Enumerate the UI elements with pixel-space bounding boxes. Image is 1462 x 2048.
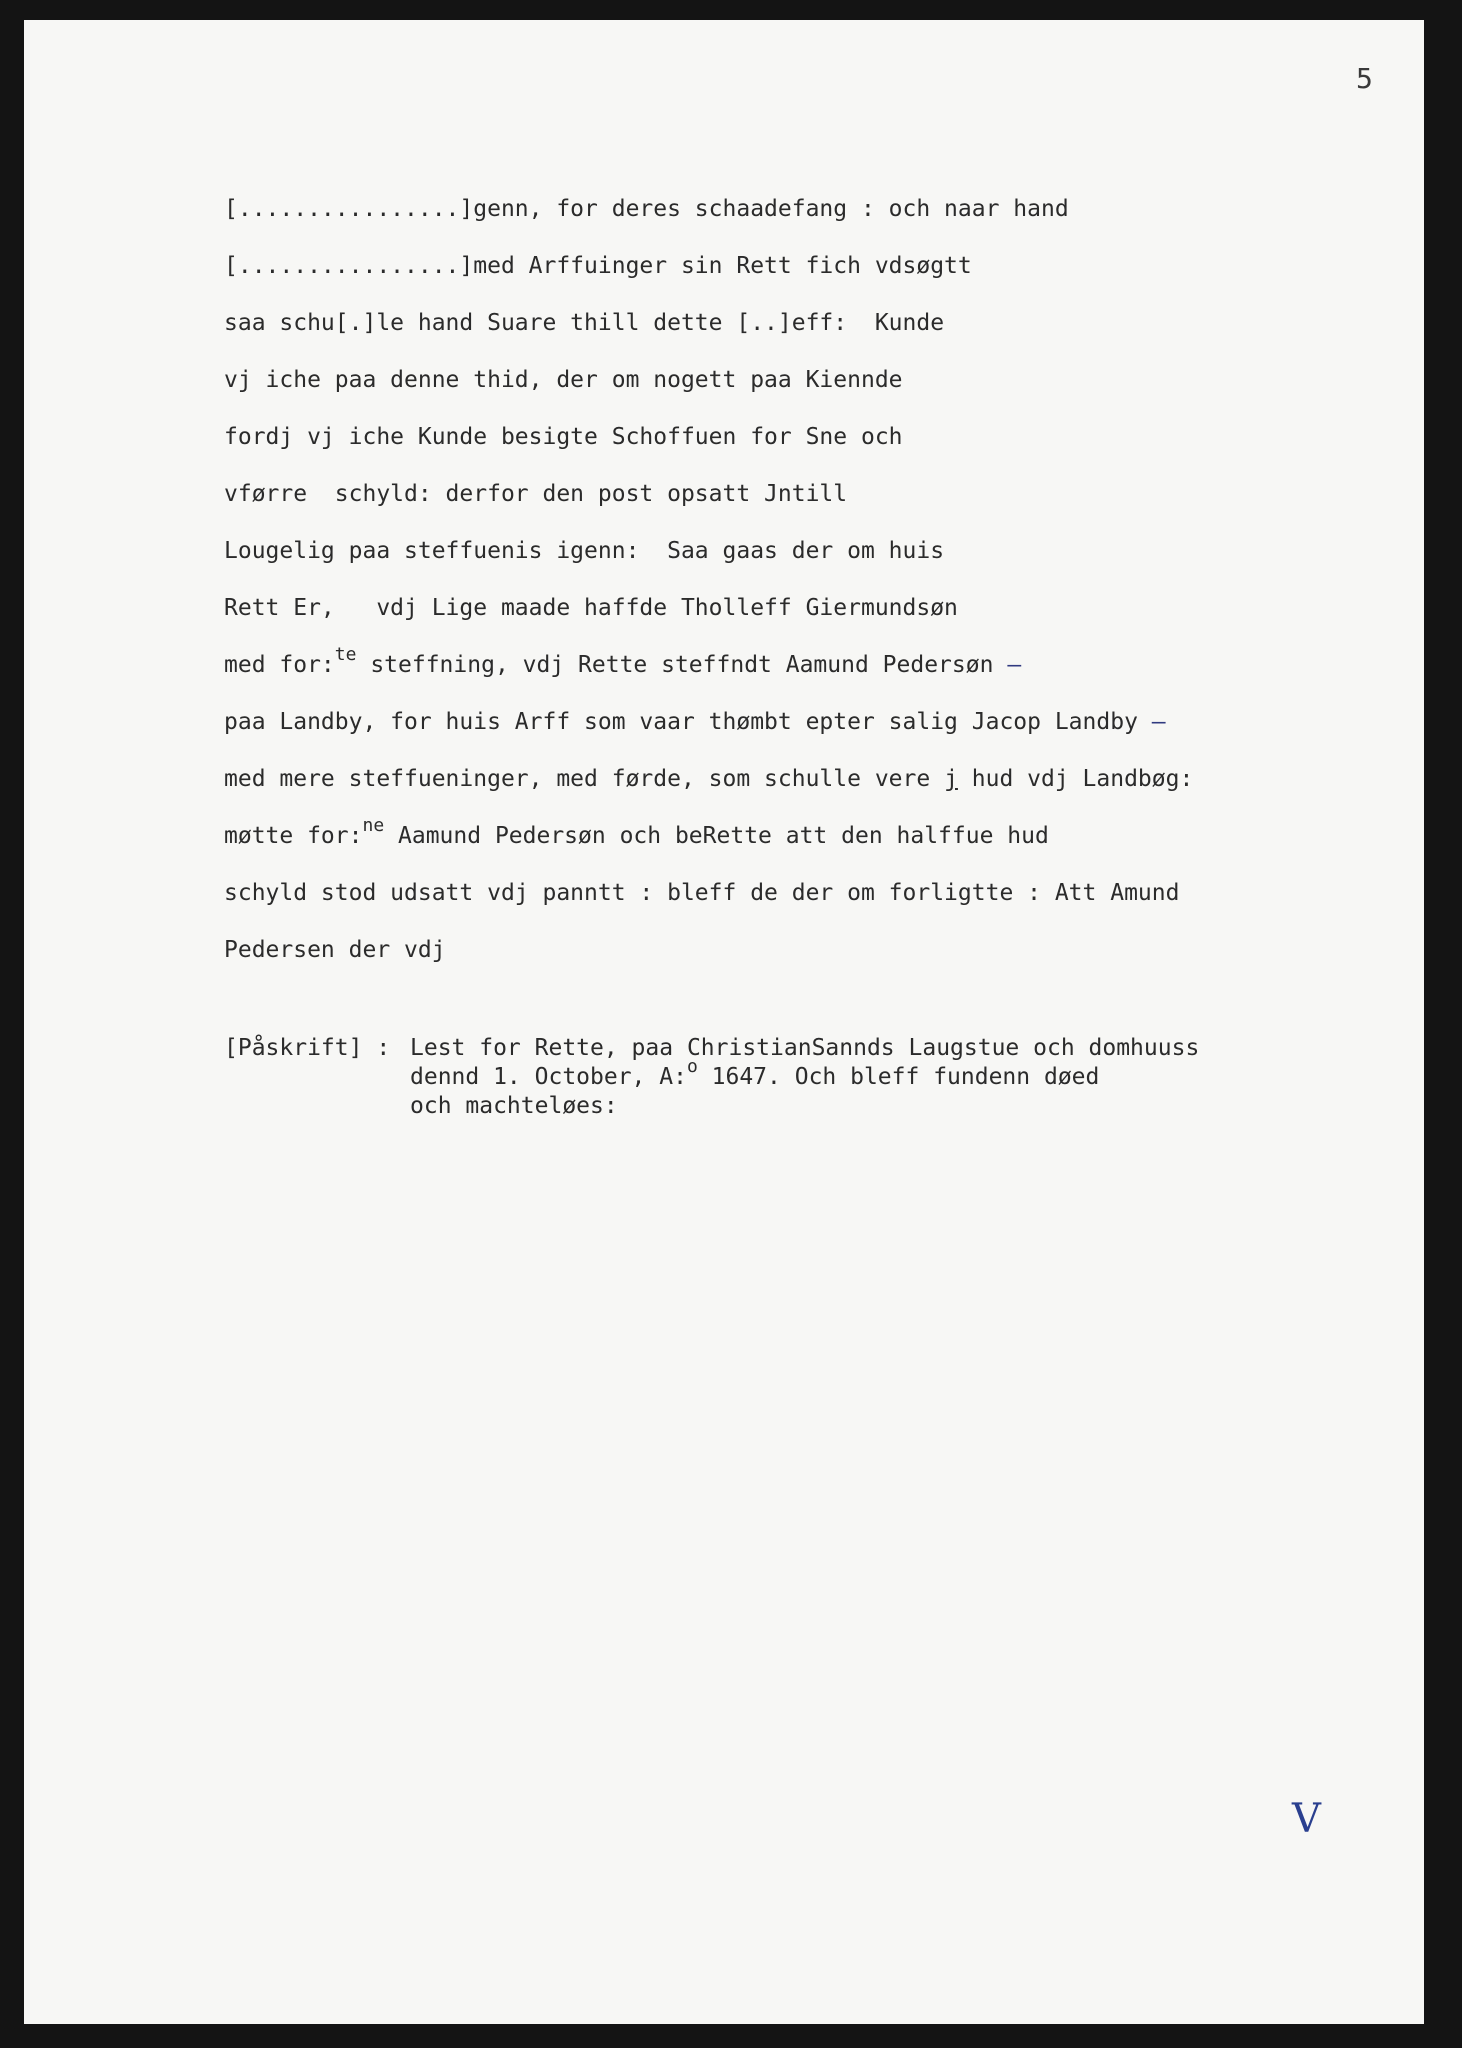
endorsement-line-2b: 1647. Och bleff fundenn døed <box>697 1064 1100 1090</box>
text-line-14: Pedersen der vdj <box>224 937 446 963</box>
document-page <box>24 20 1424 2024</box>
text-line-10 <box>224 711 1166 734</box>
endorsement-line-1: Lest for Rette, paa ChristianSannds Laugstue och domhuuss <box>410 1035 1200 1061</box>
handwritten-check-mark: V <box>1292 1796 1321 1842</box>
text-line-5: fordj vj iche Kunde besigte Schoffuen for Sne och <box>224 424 903 450</box>
endorsement-note <box>224 1034 1199 1121</box>
line9-start: med for: <box>224 652 335 678</box>
endorsement-label: [Påskrift] : <box>224 1035 391 1061</box>
line9-end: steffning, vdj Rette steffndt Aamund Pedersøn <box>356 652 994 678</box>
ink-dash-mark: — <box>1151 709 1166 735</box>
line11-end: hud vdj Landbøg: <box>957 766 1194 792</box>
text-line-8: Rett Er, vdj Lige maade haffde Tholleff Giermundsøn <box>224 595 958 621</box>
line12-end: Aamund Pedersøn och beRette att den halffue hud <box>384 823 1049 849</box>
superscript-ne: ne <box>362 815 385 836</box>
text-line-11 <box>224 768 1193 791</box>
underlined-j: j <box>944 766 958 792</box>
text-line-9 <box>224 644 1022 678</box>
ink-dash-mark: — <box>1007 652 1022 678</box>
text-line-1: [................]genn, for deres schaadefang : och naar hand <box>224 196 1069 222</box>
endorsement-line-3: och machteløes: <box>410 1093 618 1119</box>
line12-start: møtte for: <box>224 823 363 849</box>
line11-start: med mere steffueninger, med førde, som schulle vere <box>224 766 945 792</box>
line10-text: paa Landby, for huis Arff som vaar thømbt epter salig Jacop Landby <box>224 709 1138 735</box>
endorsement-body <box>410 1034 1199 1121</box>
text-line-4: vj iche paa denne thid, der om nogett paa Kiennde <box>224 367 903 393</box>
text-line-2: [................]med Arffuinger sin Rett fich vdsøgtt <box>224 253 972 279</box>
endorsement-line-2a: dennd 1. October, A: <box>410 1064 687 1090</box>
text-line-12 <box>224 815 1049 849</box>
text-line-6: vførre schyld: derfor den post opsatt Jntill <box>224 481 848 507</box>
text-line-13: schyld stod udsatt vdj panntt : bleff de der om forligtte : Att Amund <box>224 880 1180 906</box>
superscript-o: o <box>686 1056 698 1077</box>
text-line-7: Lougelig paa steffuenis igenn: Saa gaas der om huis <box>224 538 945 564</box>
text-line-3: saa schu[.]le hand Suare thill dette [..]eff: Kunde <box>224 310 945 336</box>
page-number: 5 <box>1356 62 1373 95</box>
superscript-te: te <box>334 644 357 665</box>
